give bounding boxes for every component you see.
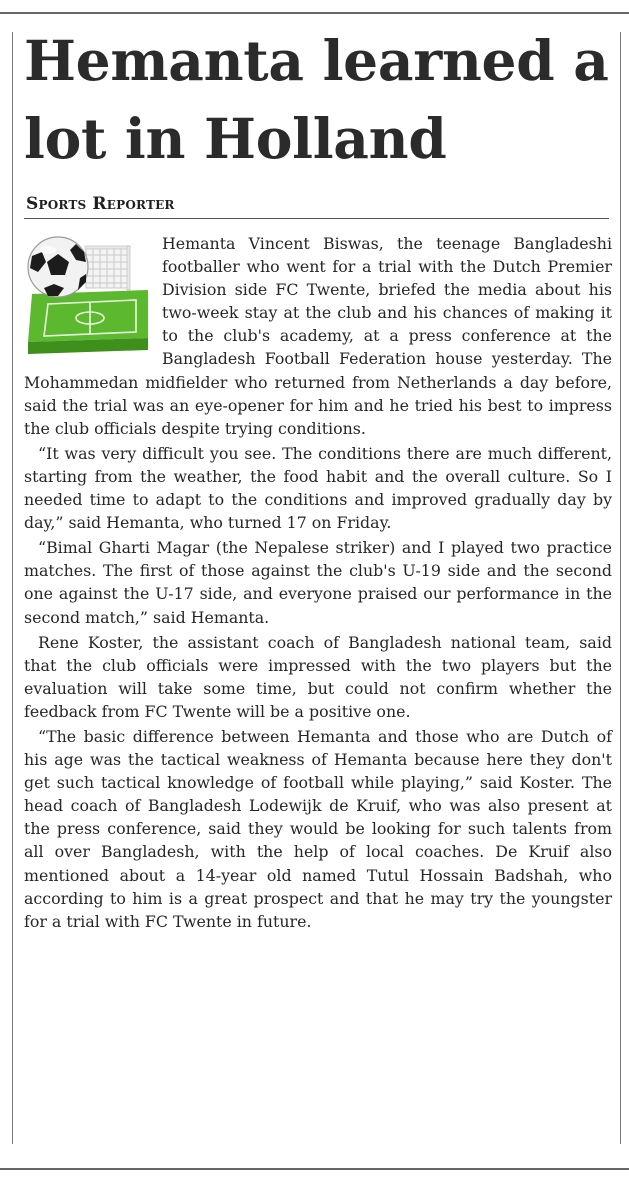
football-pitch-icon xyxy=(24,234,148,358)
right-column-rule xyxy=(620,32,621,1144)
byline-rule xyxy=(24,218,609,219)
paragraph-5: “The basic difference between Hemanta and those who are Dutch of his age was the tactical weakness of Hemanta because here they don't get such tactical knowledge of football while playing,” said Koster. The head coach of Bangladesh Lodewijk de Kruif, who was also present at the press conference, said they would be looking for such talents from all over Bangladesh, with the help of local coaches. De Kruif also mentioned about a 14-year old named Tutul Hossain Badshah, who according to him is a great prospect and that he may try the youngster for a trial with FC Twente in future. xyxy=(24,726,612,931)
bottom-rule xyxy=(0,1168,629,1170)
paragraph-4: Rene Koster, the assistant coach of Bangladesh national team, said that the club officials were impressed with the two players but the evaluation will take some time, but could not confirm whether the feedback from FC Twente will be a positive one. xyxy=(24,632,612,721)
paragraph-3: “Bimal Gharti Magar (the Nepalese striker) and I played two practice matches. The first of those against the club's U-19 side and the second one against the U-17 side, and everyone praised our performance in the second match,” said Hemanta. xyxy=(24,538,612,627)
headline: Hemanta learned a lot in Holland xyxy=(24,28,609,171)
top-rule xyxy=(0,12,629,14)
paragraph-1: Hemanta Vincent Biswas, the teenage Bangladeshi footballer who went for a trial with the Dutch Premier Division side FC Twente, briefed the media about his two-week stay at the club and his chances of making it to the club's academy, at a press conference at the Bangladesh Football Federation house yesterday. The Mohammedan midfielder who returned from Netherlands a day before, said the trial was an eye-opener for him and he tried his best to impress the club officials despite trying conditions. xyxy=(24,234,612,438)
byline: Sports Reporter xyxy=(26,194,175,214)
left-column-rule xyxy=(12,32,13,1144)
paragraph-2: “It was very difficult you see. The conditions there are much different, starting from the weather, the food habit and the overall culture. So I needed time to adapt to the conditions and improved gradually day by day,” said Hemanta, who turned 17 on Friday. xyxy=(24,443,612,533)
article-body xyxy=(24,232,612,935)
